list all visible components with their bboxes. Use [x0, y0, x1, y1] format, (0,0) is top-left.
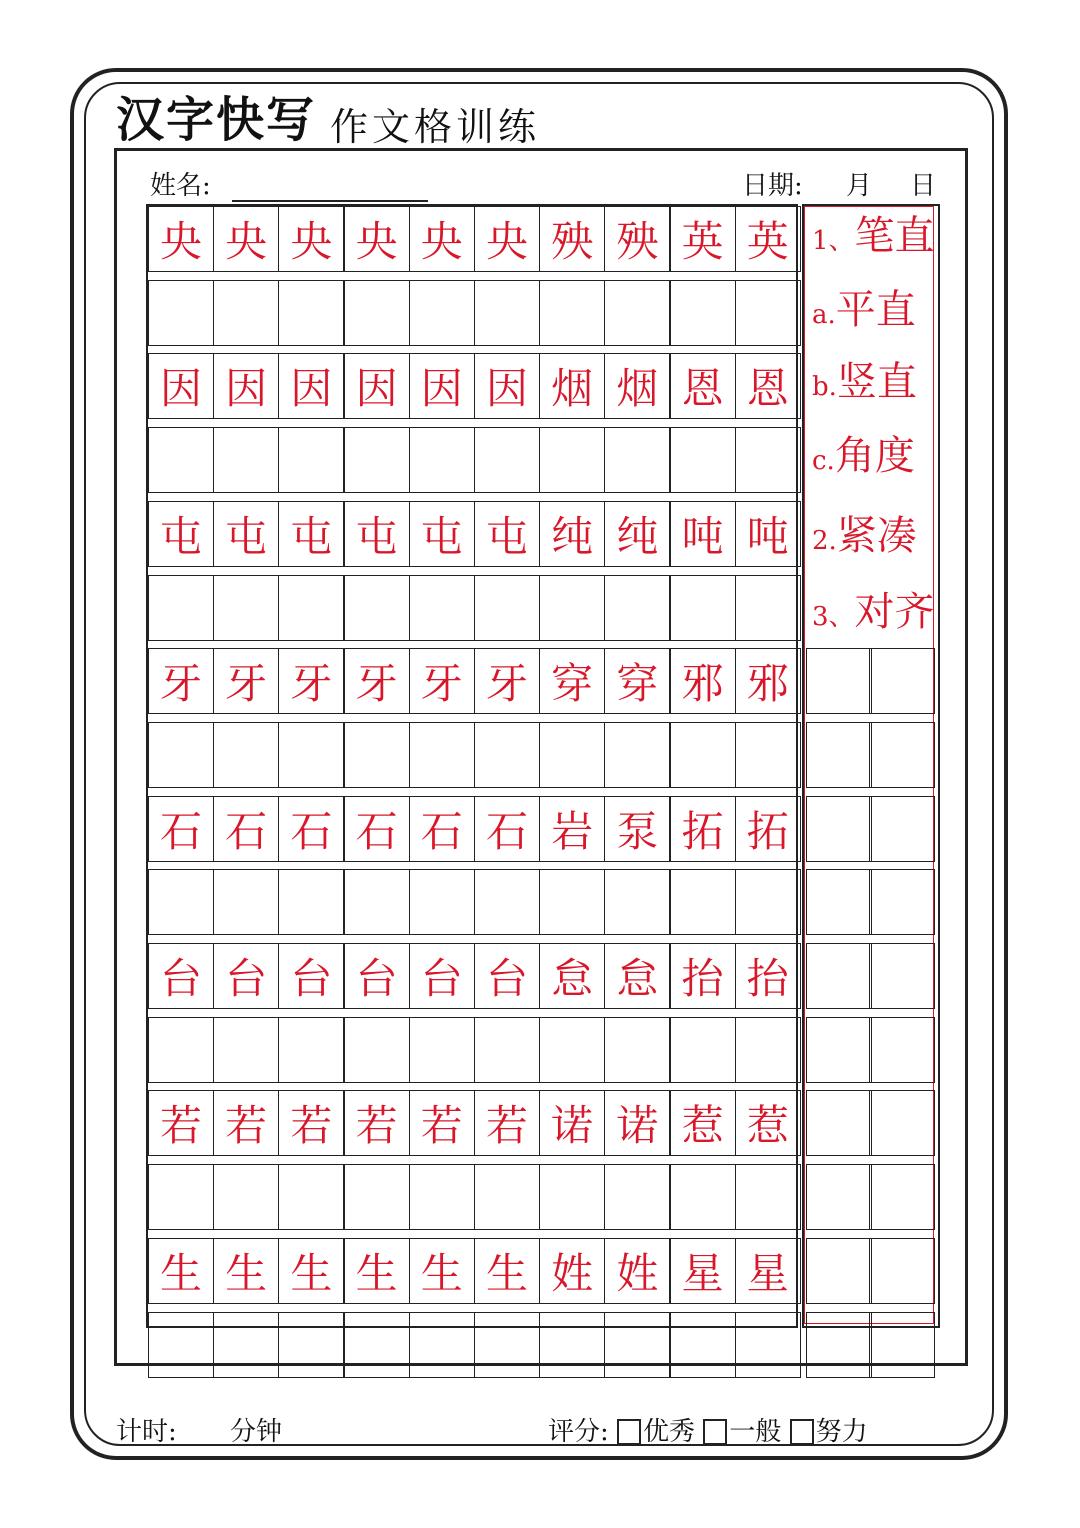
- blank-practice-cell[interactable]: [409, 1017, 475, 1083]
- tip-text: 平直: [835, 287, 916, 333]
- blank-practice-cell[interactable]: [604, 280, 670, 346]
- blank-practice-cell[interactable]: [148, 280, 214, 346]
- practice-character-cell: 若: [278, 1090, 344, 1156]
- blank-practice-cell[interactable]: [474, 575, 540, 641]
- blank-practice-cell[interactable]: [735, 869, 801, 935]
- tip-text: 笔直: [854, 213, 935, 259]
- blank-practice-cell[interactable]: [474, 427, 540, 493]
- practice-character-cell: 台: [213, 943, 279, 1009]
- practice-character-cell: 若: [344, 1090, 410, 1156]
- blank-practice-cell[interactable]: [670, 1164, 736, 1230]
- practice-character-cell: 诺: [604, 1090, 670, 1156]
- name-label: 姓名:: [150, 171, 211, 201]
- practice-character-cell: 央: [213, 206, 279, 272]
- blank-practice-cell[interactable]: [735, 1312, 801, 1378]
- practice-character-cell: 若: [148, 1090, 214, 1156]
- blank-practice-cell[interactable]: [213, 869, 279, 935]
- practice-character-cell: 星: [670, 1238, 736, 1304]
- practice-character-cell: 因: [278, 353, 344, 419]
- practice-character-cell: 牙: [278, 648, 344, 714]
- tip-text: 对齐: [854, 589, 935, 635]
- blank-practice-cell[interactable]: [604, 1017, 670, 1083]
- blank-practice-cell[interactable]: [670, 1017, 736, 1083]
- tip-index: b.: [812, 372, 837, 402]
- practice-character-cell: 生: [344, 1238, 410, 1304]
- blank-practice-cell[interactable]: [409, 575, 475, 641]
- blank-practice-cell[interactable]: [278, 722, 344, 788]
- blank-practice-cell[interactable]: [278, 1164, 344, 1230]
- blank-practice-cell[interactable]: [148, 1312, 214, 1378]
- blank-practice-cell[interactable]: [604, 1164, 670, 1230]
- blank-practice-cell[interactable]: [670, 722, 736, 788]
- practice-character-cell: 生: [409, 1238, 475, 1304]
- practice-character-cell: 吨: [670, 501, 736, 567]
- practice-character-cell: 屯: [213, 501, 279, 567]
- blank-practice-cell[interactable]: [735, 1164, 801, 1230]
- blank-practice-cell[interactable]: [474, 1312, 540, 1378]
- blank-practice-cell[interactable]: [409, 722, 475, 788]
- practice-character-cell: 怠: [604, 943, 670, 1009]
- blank-practice-cell[interactable]: [735, 427, 801, 493]
- practice-character-cell: 穿: [604, 648, 670, 714]
- date-month-label: 月: [846, 171, 873, 201]
- practice-character-cell: 石: [278, 796, 344, 862]
- blank-practice-cell[interactable]: [213, 1164, 279, 1230]
- practice-character-cell: 生: [213, 1238, 279, 1304]
- blank-practice-cell[interactable]: [735, 280, 801, 346]
- tip-index: 1、: [812, 226, 855, 256]
- tip-item: [812, 586, 935, 643]
- practice-character-cell: 牙: [474, 648, 540, 714]
- excellent-checkbox[interactable]: [617, 1419, 641, 1445]
- practice-character-cell: 邪: [735, 648, 801, 714]
- side-blank-cell[interactable]: [806, 1312, 872, 1378]
- blank-practice-cell[interactable]: [409, 280, 475, 346]
- blank-practice-cell[interactable]: [344, 1164, 410, 1230]
- tip-text: 角度: [834, 433, 915, 479]
- tip-item: [812, 356, 917, 413]
- blank-practice-cell[interactable]: [735, 1017, 801, 1083]
- practice-character-cell: 台: [474, 943, 540, 1009]
- practice-character-cell: 星: [735, 1238, 801, 1304]
- blank-practice-cell[interactable]: [213, 280, 279, 346]
- score-section: [548, 1414, 868, 1450]
- practice-character-cell: 诺: [539, 1090, 605, 1156]
- side-blank-cell[interactable]: [806, 648, 872, 714]
- blank-practice-cell[interactable]: [409, 869, 475, 935]
- practice-character-cell: 殃: [539, 206, 605, 272]
- practice-character-cell: 抬: [670, 943, 736, 1009]
- blank-practice-cell[interactable]: [670, 575, 736, 641]
- blank-practice-cell[interactable]: [735, 575, 801, 641]
- blank-practice-cell[interactable]: [278, 1312, 344, 1378]
- side-blank-cell[interactable]: [806, 869, 872, 935]
- practice-character-cell: 泵: [604, 796, 670, 862]
- worksheet-subtitle: 作文格训练: [330, 105, 541, 149]
- practice-character-cell: 台: [344, 943, 410, 1009]
- tip-item: [812, 284, 916, 341]
- blank-practice-cell[interactable]: [474, 869, 540, 935]
- tip-index: 2.: [812, 526, 837, 556]
- practice-character-cell: 若: [213, 1090, 279, 1156]
- practice-character-cell: 拓: [735, 796, 801, 862]
- timer-label: 计时:: [116, 1417, 177, 1447]
- blank-practice-cell[interactable]: [409, 427, 475, 493]
- tip-item: [812, 430, 915, 487]
- side-blank-cell[interactable]: [806, 1164, 872, 1230]
- tip-text: 竖直: [836, 359, 917, 405]
- blank-practice-cell[interactable]: [474, 280, 540, 346]
- blank-practice-cell[interactable]: [213, 1312, 279, 1378]
- blank-practice-cell[interactable]: [213, 575, 279, 641]
- blank-practice-cell[interactable]: [213, 722, 279, 788]
- worksheet-title: 汉字快写: [116, 92, 317, 148]
- practice-character-cell: 石: [344, 796, 410, 862]
- practice-character-cell: 央: [474, 206, 540, 272]
- practice-character-cell: 台: [148, 943, 214, 1009]
- blank-practice-cell[interactable]: [278, 1017, 344, 1083]
- blank-practice-cell[interactable]: [539, 427, 605, 493]
- practice-character-cell: 邪: [670, 648, 736, 714]
- practice-character-cell: 牙: [148, 648, 214, 714]
- practice-character-cell: 屯: [409, 501, 475, 567]
- date-day-label: 日: [910, 171, 937, 201]
- practice-character-cell: 台: [409, 943, 475, 1009]
- tip-text: 紧凑: [836, 513, 917, 559]
- effort-checkbox[interactable]: [790, 1419, 814, 1445]
- practice-character-cell: 因: [213, 353, 279, 419]
- side-blank-cell[interactable]: [869, 722, 935, 788]
- side-blank-cell[interactable]: [869, 1312, 935, 1378]
- practice-character-cell: 石: [148, 796, 214, 862]
- blank-practice-cell[interactable]: [344, 869, 410, 935]
- side-blank-cell[interactable]: [869, 869, 935, 935]
- blank-practice-cell[interactable]: [213, 1017, 279, 1083]
- practice-character-cell: 因: [474, 353, 540, 419]
- practice-character-cell: 姓: [604, 1238, 670, 1304]
- blank-practice-cell[interactable]: [344, 722, 410, 788]
- blank-practice-cell[interactable]: [604, 1312, 670, 1378]
- blank-practice-cell[interactable]: [474, 1017, 540, 1083]
- blank-practice-cell[interactable]: [539, 1017, 605, 1083]
- practice-character-cell: 屯: [278, 501, 344, 567]
- blank-practice-cell[interactable]: [409, 1164, 475, 1230]
- tip-index: c.: [812, 446, 835, 476]
- practice-character-cell: 怠: [539, 943, 605, 1009]
- practice-character-cell: 生: [148, 1238, 214, 1304]
- blank-practice-cell[interactable]: [148, 1017, 214, 1083]
- practice-character-cell: 央: [278, 206, 344, 272]
- blank-practice-cell[interactable]: [539, 1312, 605, 1378]
- practice-character-cell: 生: [278, 1238, 344, 1304]
- tip-item: [812, 210, 935, 267]
- blank-practice-cell[interactable]: [148, 722, 214, 788]
- side-blank-cell[interactable]: [869, 648, 935, 714]
- blank-practice-cell[interactable]: [278, 869, 344, 935]
- blank-practice-cell[interactable]: [670, 280, 736, 346]
- minutes-label: 分钟: [230, 1417, 283, 1447]
- practice-character-cell: 殃: [604, 206, 670, 272]
- blank-practice-cell[interactable]: [670, 427, 736, 493]
- practice-character-cell: 烟: [539, 353, 605, 419]
- practice-character-cell: 台: [278, 943, 344, 1009]
- blank-practice-cell[interactable]: [604, 427, 670, 493]
- blank-practice-cell[interactable]: [278, 427, 344, 493]
- blank-practice-cell[interactable]: [474, 1164, 540, 1230]
- practice-character-cell: 石: [474, 796, 540, 862]
- side-blank-cell[interactable]: [869, 796, 935, 862]
- practice-character-cell: 屯: [474, 501, 540, 567]
- practice-character-cell: 因: [344, 353, 410, 419]
- blank-practice-cell[interactable]: [539, 722, 605, 788]
- practice-character-cell: 若: [409, 1090, 475, 1156]
- average-checkbox[interactable]: [703, 1419, 727, 1445]
- blank-practice-cell[interactable]: [539, 869, 605, 935]
- blank-practice-cell[interactable]: [148, 575, 214, 641]
- tip-item: [812, 510, 917, 567]
- blank-practice-cell[interactable]: [278, 280, 344, 346]
- blank-practice-cell[interactable]: [148, 1164, 214, 1230]
- practice-character-cell: 恩: [735, 353, 801, 419]
- blank-practice-cell[interactable]: [604, 722, 670, 788]
- side-blank-cell[interactable]: [806, 1017, 872, 1083]
- blank-practice-cell[interactable]: [539, 1164, 605, 1230]
- tip-index: a.: [812, 300, 836, 330]
- practice-character-cell: 因: [148, 353, 214, 419]
- practice-character-cell: 抬: [735, 943, 801, 1009]
- practice-character-cell: 惹: [670, 1090, 736, 1156]
- practice-character-cell: 石: [409, 796, 475, 862]
- practice-character-cell: 纯: [604, 501, 670, 567]
- blank-practice-cell[interactable]: [344, 280, 410, 346]
- blank-practice-cell[interactable]: [539, 575, 605, 641]
- practice-character-cell: 因: [409, 353, 475, 419]
- practice-character-cell: 穿: [539, 648, 605, 714]
- practice-character-cell: 烟: [604, 353, 670, 419]
- blank-practice-cell[interactable]: [539, 280, 605, 346]
- side-blank-cell[interactable]: [869, 1164, 935, 1230]
- practice-character-cell: 牙: [344, 648, 410, 714]
- blank-practice-cell[interactable]: [278, 575, 344, 641]
- blank-practice-cell[interactable]: [213, 427, 279, 493]
- blank-practice-cell[interactable]: [409, 1312, 475, 1378]
- blank-practice-cell[interactable]: [344, 1312, 410, 1378]
- practice-character-cell: 拓: [670, 796, 736, 862]
- practice-character-cell: 牙: [409, 648, 475, 714]
- practice-character-cell: 央: [344, 206, 410, 272]
- score-label: 评分:: [548, 1417, 609, 1447]
- side-blank-cell[interactable]: [806, 1238, 872, 1304]
- practice-character-cell: 惹: [735, 1090, 801, 1156]
- blank-practice-cell[interactable]: [148, 427, 214, 493]
- blank-practice-cell[interactable]: [670, 869, 736, 935]
- blank-practice-cell[interactable]: [670, 1312, 736, 1378]
- blank-practice-cell[interactable]: [344, 427, 410, 493]
- blank-practice-cell[interactable]: [604, 869, 670, 935]
- side-blank-cell[interactable]: [806, 1090, 872, 1156]
- tip-index: 3、: [812, 602, 855, 632]
- practice-character-cell: 央: [409, 206, 475, 272]
- blank-practice-cell[interactable]: [474, 722, 540, 788]
- side-blank-cell[interactable]: [806, 943, 872, 1009]
- practice-character-cell: 姓: [539, 1238, 605, 1304]
- blank-practice-cell[interactable]: [148, 869, 214, 935]
- practice-character-cell: 生: [474, 1238, 540, 1304]
- practice-character-cell: 英: [735, 206, 801, 272]
- practice-character-cell: 屯: [344, 501, 410, 567]
- side-blank-cell[interactable]: [869, 1238, 935, 1304]
- practice-character-cell: 岩: [539, 796, 605, 862]
- effort-label: 努力: [815, 1417, 868, 1447]
- side-blank-cell[interactable]: [806, 722, 872, 788]
- practice-character-cell: 恩: [670, 353, 736, 419]
- practice-character-cell: 牙: [213, 648, 279, 714]
- practice-character-cell: 英: [670, 206, 736, 272]
- date-label: 日期:: [742, 171, 803, 201]
- blank-practice-cell[interactable]: [344, 1017, 410, 1083]
- name-field[interactable]: [232, 200, 428, 202]
- practice-character-cell: 若: [474, 1090, 540, 1156]
- average-label: 一般: [729, 1417, 782, 1447]
- practice-character-cell: 央: [148, 206, 214, 272]
- excellent-label: 优秀: [643, 1417, 696, 1447]
- side-blank-cell[interactable]: [869, 1090, 935, 1156]
- practice-character-cell: 吨: [735, 501, 801, 567]
- side-blank-cell[interactable]: [806, 796, 872, 862]
- blank-practice-cell[interactable]: [735, 722, 801, 788]
- practice-character-cell: 屯: [148, 501, 214, 567]
- blank-practice-cell[interactable]: [604, 575, 670, 641]
- blank-practice-cell[interactable]: [344, 575, 410, 641]
- practice-character-cell: 纯: [539, 501, 605, 567]
- side-blank-cell[interactable]: [869, 943, 935, 1009]
- practice-character-cell: 石: [213, 796, 279, 862]
- side-blank-cell[interactable]: [869, 1017, 935, 1083]
